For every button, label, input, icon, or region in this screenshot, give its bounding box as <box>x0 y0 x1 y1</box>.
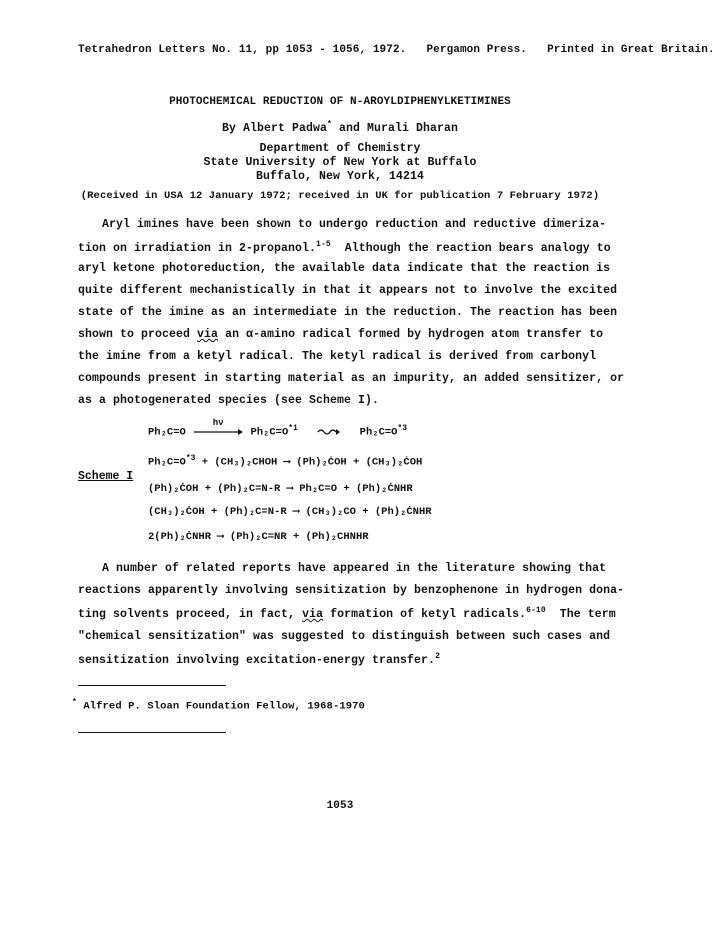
p1-line-6 <box>78 328 603 341</box>
article-title: PHOTOCHEMICAL REDUCTION OF N-AROYLDIPHENYLKETIMINES <box>169 96 511 108</box>
author-1-footnote-mark: * <box>327 120 332 129</box>
received-dates: (Received in USA 12 January 1972; received in UK for publication 7 February 1972) <box>80 190 600 202</box>
p2-line-1: A number of related reports have appeared in the literature showing that <box>102 562 607 575</box>
eq1-triplet: Ph₂C=O <box>359 426 398 439</box>
affiliation-dept: Department of Chemistry <box>259 142 421 155</box>
hv-arrow <box>192 417 244 439</box>
eq2-sup: *3 <box>185 454 196 463</box>
scheme-eq-1 <box>148 417 408 439</box>
scheme-eq-3: (Ph)₂ĊOH + (Ph)₂C=N-R ⟶ Ph₂C=O + (Ph)₂ĊNHR <box>148 483 413 495</box>
scheme-eq-4: (CH₃)₂ĊOH + (Ph)₂C=N-R ⟶ (CH₃)₂CO + (Ph)₂ĊNHR <box>148 506 432 518</box>
p1-line-2-text: tion on irradiation in 2-propanol. <box>78 241 317 255</box>
p1-line-2-tail: Although the reaction bears analogy to <box>344 241 611 255</box>
ref-6-10: 6-10 <box>526 606 546 615</box>
footnote <box>72 698 365 713</box>
ref-1-5: 1-5 <box>316 240 331 249</box>
affiliation-city: Buffalo, New York, 14214 <box>255 170 425 183</box>
p1-line-9: as a photogenerated species (see Scheme I). <box>78 394 380 407</box>
authors-joiner: and <box>338 121 360 135</box>
eq2-a: Ph₂C=O <box>148 456 186 469</box>
journal-header <box>78 44 715 56</box>
eq2-b: + (CH₃)₂CHOH ⟶ (Ph)₂ĊOH + (CH₃)₂ĊOH <box>201 456 423 469</box>
p1-line-1: Aryl imines have been shown to undergo reduction and reductive dimeriza- <box>102 218 607 231</box>
p1-line-3: aryl ketone photoreduction, the available data indicate that the reaction is <box>78 262 611 275</box>
footnote-mark: * <box>72 698 77 707</box>
p2-line-3 <box>78 606 616 621</box>
eq1-singlet-sup: *1 <box>288 424 298 433</box>
footnote-text: Alfred P. Sloan Foundation Fellow, 1968-1970 <box>83 700 365 713</box>
ref-2: 2 <box>435 652 440 661</box>
p2-line-2: reactions apparently involving sensitization by benzophenone in hydrogen dona- <box>78 584 625 597</box>
eq1-singlet: Ph₂C=O <box>250 426 289 439</box>
p2-line-5 <box>78 652 440 667</box>
p2-line-3-b: formation of ketyl radicals. <box>330 607 527 621</box>
author-1: Albert Padwa <box>243 121 328 135</box>
affiliation-univ: State University of New York at Buffalo <box>203 156 477 169</box>
publisher: Pergamon Press. <box>426 44 527 56</box>
p1-line-6-a: shown to proceed <box>78 328 191 341</box>
wavy-arrow-icon <box>317 427 341 437</box>
hv-label: hν <box>212 417 224 428</box>
p2-line-3-a: ting solvents proceed, in fact, <box>78 607 296 621</box>
authors-prefix: By <box>221 121 236 135</box>
p1-line-7: the imine from a ketyl radical. The ketyl radical is derived from carbonyl <box>78 350 597 363</box>
scheme-eq-2 <box>148 454 422 469</box>
p1-line-8: compounds present in starting material as an impurity, an added sensitizer, or <box>78 372 625 385</box>
p1-line-2 <box>78 240 611 255</box>
p1-line-4: quite different mechanistically in that it appears not to involve the excited <box>78 284 618 297</box>
page-number: 1053 <box>326 800 354 812</box>
p1-line-6-b: an α-amino radical formed by hydrogen atom transfer to <box>225 328 604 341</box>
printed-note: Printed in Great Britain. <box>547 44 715 56</box>
p2-line-5-text: sensitization involving excitation-energy transfer. <box>78 653 436 667</box>
author-2: Murali Dharan <box>366 121 458 135</box>
via-italic-1: via <box>197 328 219 341</box>
via-italic-2: via <box>302 607 324 621</box>
p2-line-3-c: The term <box>559 607 616 621</box>
eq1-reactant: Ph₂C=O <box>148 426 186 439</box>
authors <box>0 120 680 135</box>
scheme-label: Scheme I <box>78 470 134 483</box>
eq1-triplet-sup: *3 <box>397 424 408 433</box>
p2-line-4: "chemical sensitization" was suggested to distinguish between such cases and <box>78 630 611 643</box>
scheme-eq-5: 2(Ph)₂ĊNHR ⟶ (Ph)₂C=NR + (Ph)₂CHNHR <box>148 531 369 543</box>
footnote-rule-top <box>78 685 226 686</box>
reaction-arrow-icon <box>192 427 244 437</box>
footnote-rule-bottom <box>78 732 226 733</box>
p1-line-5: state of the imine as an intermediate in the reduction. The reaction has been <box>78 306 618 319</box>
citation: Tetrahedron Letters No. 11, pp 1053 - 1056, 1972. <box>78 44 407 56</box>
